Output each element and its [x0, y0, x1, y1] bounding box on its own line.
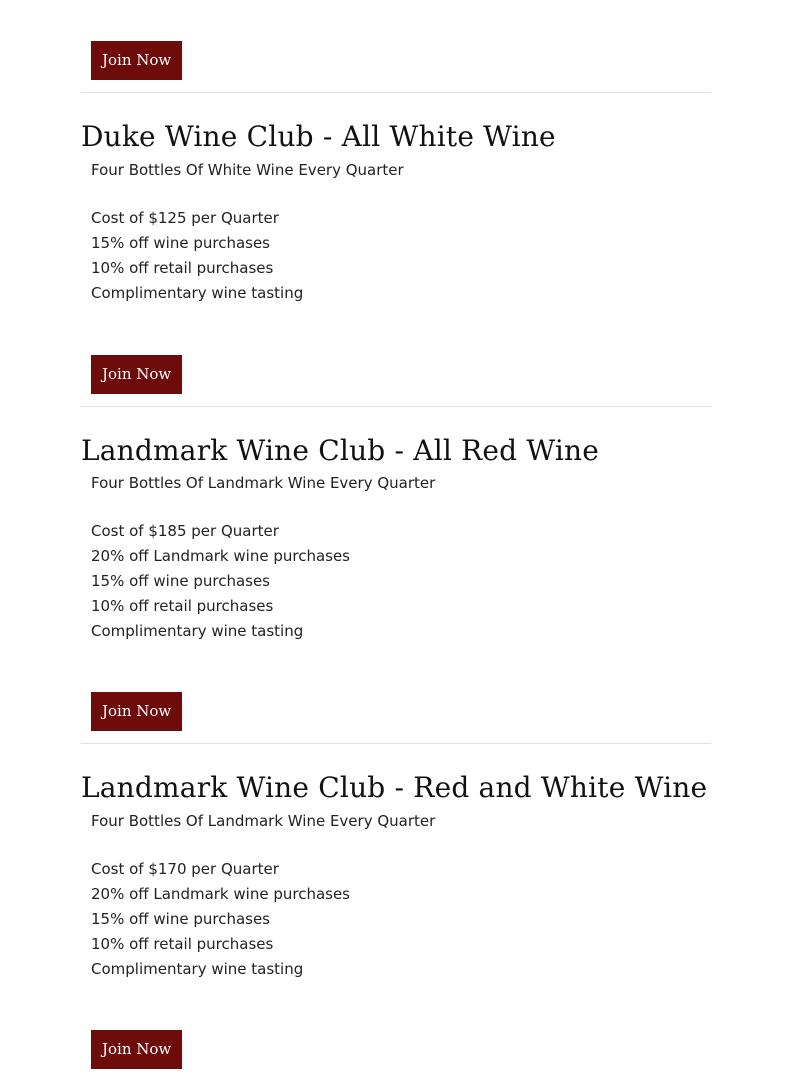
- previous-club-actions: [81, 0, 711, 80]
- benefit-item: Cost of $185 per Quarter: [91, 522, 279, 540]
- club-actions: [81, 1030, 711, 1069]
- join-now-button[interactable]: Join Now: [91, 1030, 182, 1069]
- benefit-item: Complimentary wine tasting: [91, 960, 304, 978]
- benefit-item: 10% off retail purchases: [91, 597, 274, 615]
- club-details: [81, 805, 711, 982]
- benefit-item: Complimentary wine tasting: [91, 284, 304, 302]
- club-benefits-list: [91, 206, 711, 306]
- join-now-button[interactable]: Join Now: [91, 41, 182, 80]
- club-description: Four Bottles Of Landmark Wine Every Quarter: [91, 812, 436, 830]
- wine-club-list: [81, 0, 711, 1069]
- club-duke-white: [81, 93, 711, 406]
- club-benefits-list: [91, 857, 711, 982]
- club-landmark-red: [81, 407, 711, 743]
- join-now-button[interactable]: Join Now: [91, 355, 182, 394]
- benefit-item: 15% off wine purchases: [91, 572, 270, 590]
- club-description: Four Bottles Of Landmark Wine Every Quarter: [91, 474, 436, 492]
- club-benefits-list: [91, 519, 711, 644]
- club-details: [81, 468, 711, 644]
- club-landmark-red-white: [81, 744, 711, 1069]
- club-details: [81, 154, 711, 306]
- benefit-item: 10% off retail purchases: [91, 935, 274, 953]
- club-title: Landmark Wine Club - Red and White Wine: [81, 771, 708, 804]
- club-title: Landmark Wine Club - All Red Wine: [81, 434, 600, 467]
- benefit-item: 20% off Landmark wine purchases: [91, 885, 350, 903]
- club-description: Four Bottles Of White Wine Every Quarter: [91, 161, 404, 179]
- benefit-item: 15% off wine purchases: [91, 910, 270, 928]
- benefit-item: Cost of $170 per Quarter: [91, 860, 279, 878]
- club-actions: [81, 692, 711, 731]
- benefit-item: Cost of $125 per Quarter: [91, 209, 279, 227]
- club-title: Duke Wine Club - All White Wine: [81, 120, 556, 153]
- benefit-item: 15% off wine purchases: [91, 234, 270, 252]
- benefit-item: Complimentary wine tasting: [91, 622, 304, 640]
- join-now-button[interactable]: Join Now: [91, 692, 182, 731]
- club-actions: [81, 355, 711, 394]
- benefit-item: 10% off retail purchases: [91, 259, 274, 277]
- benefit-item: 20% off Landmark wine purchases: [91, 547, 350, 565]
